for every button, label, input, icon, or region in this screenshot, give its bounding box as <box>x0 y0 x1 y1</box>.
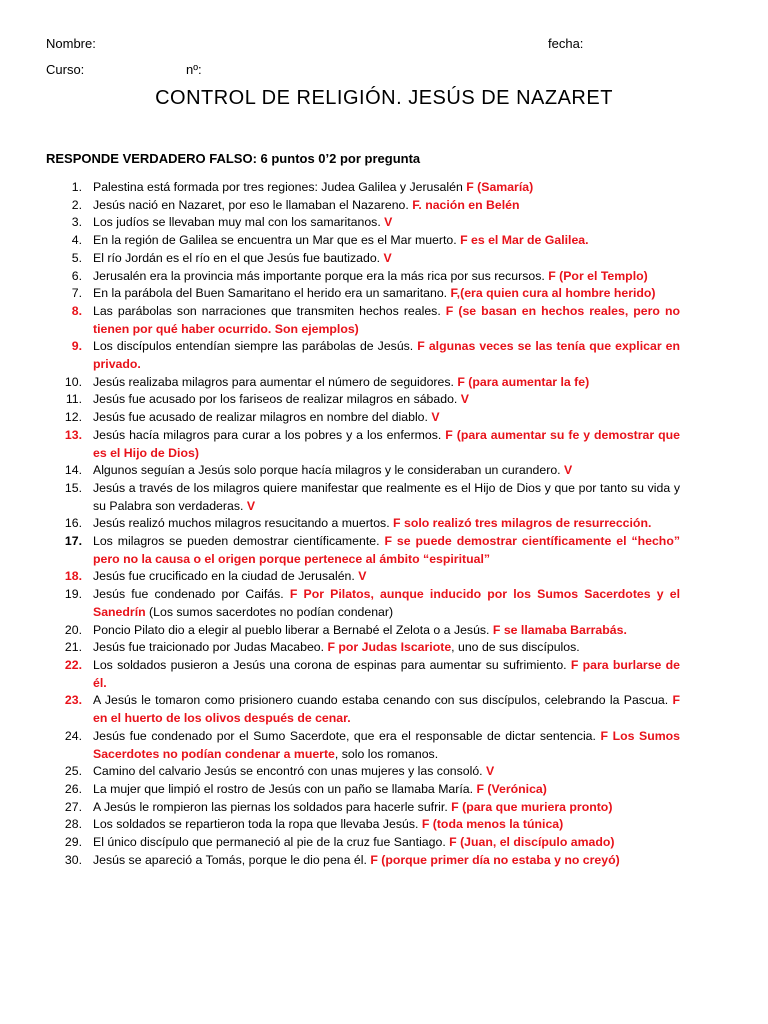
question-item <box>46 763 680 781</box>
question-item <box>46 639 680 657</box>
question-number: 23. <box>64 693 82 708</box>
answer-text: F solo realizó tres milagros de resurrección. <box>393 516 652 531</box>
question-item <box>46 480 680 515</box>
question-item <box>46 374 680 392</box>
statement-text: La mujer que limpió el rostro de Jesús con un paño se llamaba María. <box>93 781 477 796</box>
answer-text: F se llamaba Barrabás. <box>492 622 627 637</box>
question-number: 24. <box>64 728 82 743</box>
statement-text: Las parábolas son narraciones que transmiten hechos reales. <box>93 303 446 318</box>
answer-text: F es el Mar de Galilea. <box>460 233 589 248</box>
answer-text: V <box>383 250 392 265</box>
answer-text: F (Juan, el discípulo amado) <box>449 835 615 850</box>
question-item <box>46 622 680 640</box>
question-number: 18. <box>64 569 82 584</box>
statement-text: Jesús hacía milagros para curar a los pobres y a los enfermos. <box>93 427 446 442</box>
question-item <box>46 214 680 232</box>
statement-text: A Jesús le tomaron como prisionero cuando estaba cenando con sus discípulos, celebrando la Pascua. <box>93 693 673 708</box>
answer-text: V <box>384 215 393 230</box>
question-item <box>46 657 680 692</box>
answer-text: F Por Pilatos, aunque inducido por los Sumos Sacerdotes y el Sanedrín <box>93 587 680 619</box>
question-number: 11. <box>65 392 82 407</box>
statement-text: Poncio Pilato dio a elegir al pueblo liberar a Bernabé el Zelota o a Jesús. <box>93 622 493 637</box>
question-number: 28. <box>64 817 82 832</box>
statement-text: Los discípulos entendían siempre las parábolas de Jesús. <box>93 339 418 354</box>
question-number: 14. <box>64 463 82 478</box>
question-item <box>46 338 680 373</box>
question-number: 26. <box>64 781 82 796</box>
statement-text: Jesús fue crucificado en la ciudad de Jerusalén. <box>93 569 359 584</box>
answer-text: F. nación en Belén <box>412 197 520 212</box>
answer-text: V <box>564 463 573 478</box>
statement-text: Los soldados se repartieron toda la ropa que llevaba Jesús. <box>93 817 422 832</box>
statement-text: (Los sumos sacerdotes no podían condenar) <box>145 604 394 619</box>
question-item <box>46 834 680 852</box>
question-number: 17. <box>64 534 82 549</box>
answer-text: F (Verónica) <box>476 781 547 796</box>
page-title: CONTROL DE RELIGIÓN. JESÚS DE NAZARET <box>155 87 613 109</box>
question-item <box>46 268 680 286</box>
question-item <box>46 197 680 215</box>
statement-text: El río Jordán es el río en el que Jesús fue bautizado. <box>93 250 384 265</box>
statement-text: Camino del calvario Jesús se encontró con unas mujeres y las consoló. <box>93 764 487 779</box>
question-number: 25. <box>64 764 82 779</box>
answer-text: F en el huerto de los olivos después de cenar. <box>93 693 680 726</box>
question-number: 15. <box>64 480 82 495</box>
question-number: 5. <box>71 250 82 265</box>
statement-text: En la región de Galilea se encuentra un Mar que es el Mar muerto. <box>93 233 461 248</box>
question-item <box>46 232 680 250</box>
answer-text: F (para que muriera pronto) <box>451 799 613 814</box>
answer-text: F (Por el Templo) <box>548 268 648 283</box>
question-number: 20. <box>64 622 82 637</box>
answer-text: V <box>486 764 495 779</box>
question-item <box>46 533 680 568</box>
question-number: 4. <box>71 233 82 248</box>
answer-text: F Los Sumos Sacerdotes no podían condenar a muerte <box>93 728 680 761</box>
question-item <box>46 799 680 817</box>
question-number: 1. <box>71 180 82 194</box>
answer-text: F (se basan en hechos reales, pero no tienen por qué haber ocurrido. Son ejemplos) <box>93 303 681 336</box>
statement-text: Jesús fue condenado por Caifás. <box>93 587 290 602</box>
statement-text: El único discípulo que permaneció al pie de la cruz fue Santiago. <box>93 835 450 850</box>
question-number: 3. <box>71 215 82 230</box>
question-number: 13. <box>64 427 82 442</box>
question-item <box>46 852 680 870</box>
question-item <box>46 391 680 409</box>
answer-text: V <box>246 498 256 513</box>
question-number: 12. <box>64 410 82 425</box>
answer-text: F algunas veces se las tenía que explicar en privado. <box>93 339 680 372</box>
statement-text: Jerusalén era la provincia más importante porque era la más rica por sus recursos. <box>93 268 549 283</box>
answer-text: F (para aumentar su fe y demostrar que es el Hijo de Dios) <box>93 427 680 460</box>
question-item <box>46 250 680 268</box>
statement-text: Jesús fue condenado por el Sumo Sacerdote, que era el responsable de dictar sentencia. <box>93 728 601 743</box>
statement-text: Jesús fue acusado por los fariseos de realizar milagros en sábado. <box>93 392 461 407</box>
question-number: 29. <box>64 835 82 850</box>
question-list <box>46 179 680 869</box>
statement-text: , solo los romanos. <box>334 746 439 761</box>
date-label: fecha: <box>548 36 584 51</box>
question-item <box>46 427 680 462</box>
question-number: 10. <box>64 374 82 389</box>
answer-text: F (Samaría) <box>466 180 534 194</box>
question-number: 6. <box>71 268 82 283</box>
answer-text: F (toda menos la túnica) <box>421 817 564 832</box>
question-item <box>46 462 680 480</box>
statement-text: , uno de sus discípulos. <box>451 640 580 655</box>
number-label: nº: <box>186 62 202 77</box>
question-item <box>46 303 680 338</box>
answer-text: F (porque primer día no estaba y no creyó) <box>370 852 620 867</box>
instructions-heading: RESPONDE VERDADERO FALSO: 6 puntos 0’2 por pregunta <box>46 151 421 166</box>
answer-text: V <box>460 392 469 407</box>
statement-text: Jesús a través de los milagros quiere manifestar que realmente es el Hijo de Dios y que por tanto su vida y su Palabra son verdaderas. <box>93 480 680 513</box>
statement-text: Jesús fue traicionado por Judas Macabeo. <box>93 640 328 655</box>
question-number: 19. <box>64 587 82 602</box>
question-item <box>46 409 680 427</box>
question-item <box>46 781 680 799</box>
question-number: 7. <box>71 286 82 301</box>
question-number: 16. <box>64 516 82 531</box>
statement-text: Jesús nació en Nazaret, por eso le llamaban el Nazareno. <box>93 197 413 212</box>
question-number: 30. <box>64 852 82 867</box>
statement-text: Los judíos se llevaban muy mal con los samaritanos. <box>93 215 385 230</box>
answer-text: F por Judas Iscariote <box>327 640 452 655</box>
statement-text: A Jesús le rompieron las piernas los soldados para hacerle sufrir. <box>93 799 452 814</box>
statement-text: En la parábola del Buen Samaritano el herido era un samaritano. <box>93 286 451 301</box>
statement-text: Jesús fue acusado de realizar milagros en nombre del diablo. <box>93 410 432 425</box>
question-number: 8. <box>71 303 82 318</box>
course-label: Curso: <box>46 62 85 77</box>
question-item <box>46 728 680 763</box>
statement-text: Algunos seguían a Jesús solo porque hacía milagros y le consideraban un curandero. <box>93 463 564 478</box>
question-item <box>46 179 680 197</box>
question-number: 22. <box>64 657 82 672</box>
question-number: 21. <box>64 640 82 655</box>
name-label: Nombre: <box>46 36 96 51</box>
answer-text: F (para aumentar la fe) <box>457 374 590 389</box>
answer-text: V <box>431 410 440 425</box>
question-number: 2. <box>71 197 82 212</box>
answer-text: F para burlarse de él. <box>93 657 680 690</box>
statement-text: Jesús realizaba milagros para aumentar el número de seguidores. <box>93 374 458 389</box>
question-item <box>46 515 680 533</box>
statement-text: Los milagros se pueden demostrar científicamente. <box>93 534 385 549</box>
statement-text: Palestina está formada por tres regiones: Judea Galilea y Jerusalén <box>93 180 467 194</box>
statement-text: Los soldados pusieron a Jesús una corona de espinas para aumentar su sufrimiento. <box>93 657 571 672</box>
statement-text: Jesús realizó muchos milagros resucitando a muertos. <box>93 516 394 531</box>
answer-text: F,(era quien cura al hombre herido) <box>450 286 656 301</box>
question-item <box>46 568 680 586</box>
question-number: 9. <box>71 339 82 354</box>
question-item <box>46 586 680 621</box>
statement-text: Jesús se apareció a Tomás, porque le dio pena él. <box>93 852 371 867</box>
answer-text: V <box>358 569 367 584</box>
question-item <box>46 285 680 303</box>
question-number: 27. <box>64 799 82 814</box>
answer-text: F se puede demostrar científicamente el “hecho” pero no la causa o el origen porque pertenece al ámbito “espiritual” <box>93 534 680 566</box>
question-item <box>46 692 680 727</box>
question-item <box>46 816 680 834</box>
